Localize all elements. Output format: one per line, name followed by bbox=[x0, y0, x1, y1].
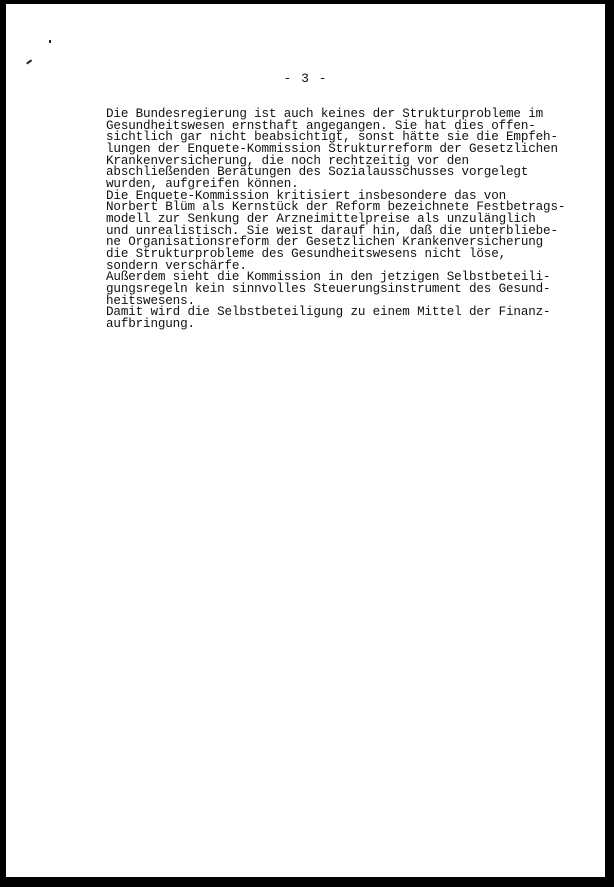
text-line: die Strukturprobleme des Gesundheitswesens nicht löse, bbox=[106, 246, 507, 261]
scan-speck bbox=[26, 59, 32, 64]
text-line: Damit wird die Selbstbeteiligung zu einem Mittel der Finanz- bbox=[106, 305, 551, 320]
text-line: lungen der Enquete-Kommission Strukturreform der Gesetzlichen bbox=[106, 141, 558, 156]
text-line: wurden, aufgreifen können. bbox=[106, 176, 299, 191]
page-number: - 3 - bbox=[283, 71, 328, 86]
text-line: sichtlich gar nicht beabsichtigt, sonst hätte sie die Empfeh- bbox=[106, 130, 558, 145]
text-line: heitswesens. bbox=[106, 293, 195, 308]
text-line: Außerdem sieht die Kommission in den jetzigen Selbstbeteili- bbox=[106, 270, 551, 285]
text-line: Krankenversicherung, die noch rechtzeitig vor den bbox=[106, 153, 469, 168]
text-line: abschließenden Beratungen des Sozialausschusses vorgelegt bbox=[106, 165, 529, 180]
text-line: modell zur Senkung der Arzneimittelpreise als unzulänglich bbox=[106, 211, 536, 226]
body-text bbox=[106, 109, 586, 330]
text-line: Die Enquete-Kommission kritisiert insbesondere das von bbox=[106, 188, 507, 203]
text-line: Gesundheitswesen ernsthaft angegangen. Sie hat dies offen- bbox=[106, 118, 536, 133]
text-line: sondern verschärfe. bbox=[106, 258, 247, 273]
text-line: aufbringung. bbox=[106, 316, 195, 331]
text-line: gungsregeln kein sinnvolles Steuerungsinstrument des Gesund- bbox=[106, 281, 551, 296]
text-line: Die Bundesregierung ist auch keines der Strukturprobleme im bbox=[106, 107, 544, 121]
text-line: ne Organisationsreform der Gesetzlichen Krankenversicherung bbox=[106, 235, 544, 250]
scan-speck bbox=[49, 40, 51, 43]
text-line: Norbert Blüm als Kernstück der Reform bezeichnete Festbetrags- bbox=[106, 200, 566, 215]
document-page bbox=[6, 4, 605, 877]
text-line: und unrealistisch. Sie weist darauf hin, daß die unterbliebe- bbox=[106, 223, 558, 238]
